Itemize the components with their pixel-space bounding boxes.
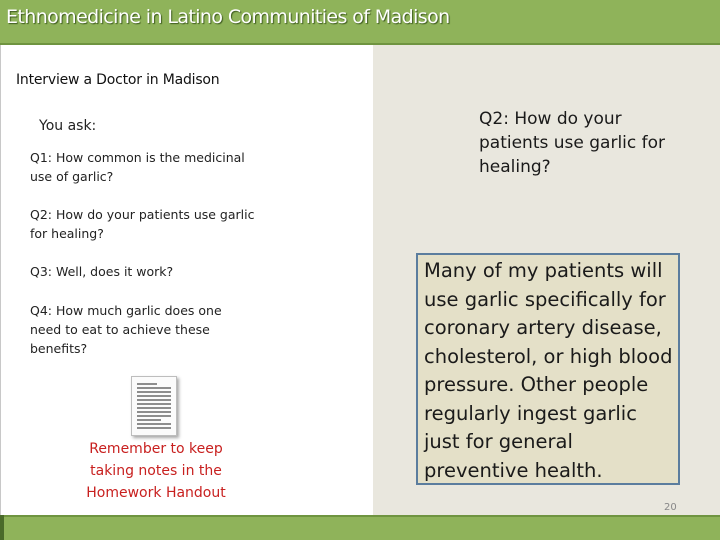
question-3: Q3: Well, does it work? <box>30 264 174 279</box>
you-ask-label: You ask: <box>39 118 97 134</box>
document-lines <box>137 383 171 431</box>
slide-title: Ethnomedicine in Latino Communities of Madison <box>6 6 450 28</box>
reminder-text: Remember to keep taking notes in the Homework Handout <box>86 441 226 501</box>
section-subtitle: Interview a Doctor in Madison <box>16 72 220 88</box>
answer-box <box>416 253 680 485</box>
document-icon[interactable] <box>131 376 177 436</box>
question-1: Q1: How common is the medicinal use of garlic? <box>30 150 245 184</box>
header-bar <box>0 0 720 45</box>
footer-bar <box>0 515 720 540</box>
footer-edge <box>0 515 4 540</box>
right-question: Q2: How do your patients use garlic for healing? <box>479 109 666 177</box>
page-number: 20 <box>664 502 677 513</box>
answer-text: Many of my patients will use garlic specifically for coronary artery disease, cholesterol, or high blood pressure. Other people regularly ingest garlic just for general preventive health. <box>424 259 673 482</box>
question-4: Q4: How much garlic does one need to eat to achieve these benefits? <box>30 303 222 356</box>
question-2: Q2: How do your patients use garlic for healing? <box>30 207 255 241</box>
left-edge-line <box>0 45 1 515</box>
